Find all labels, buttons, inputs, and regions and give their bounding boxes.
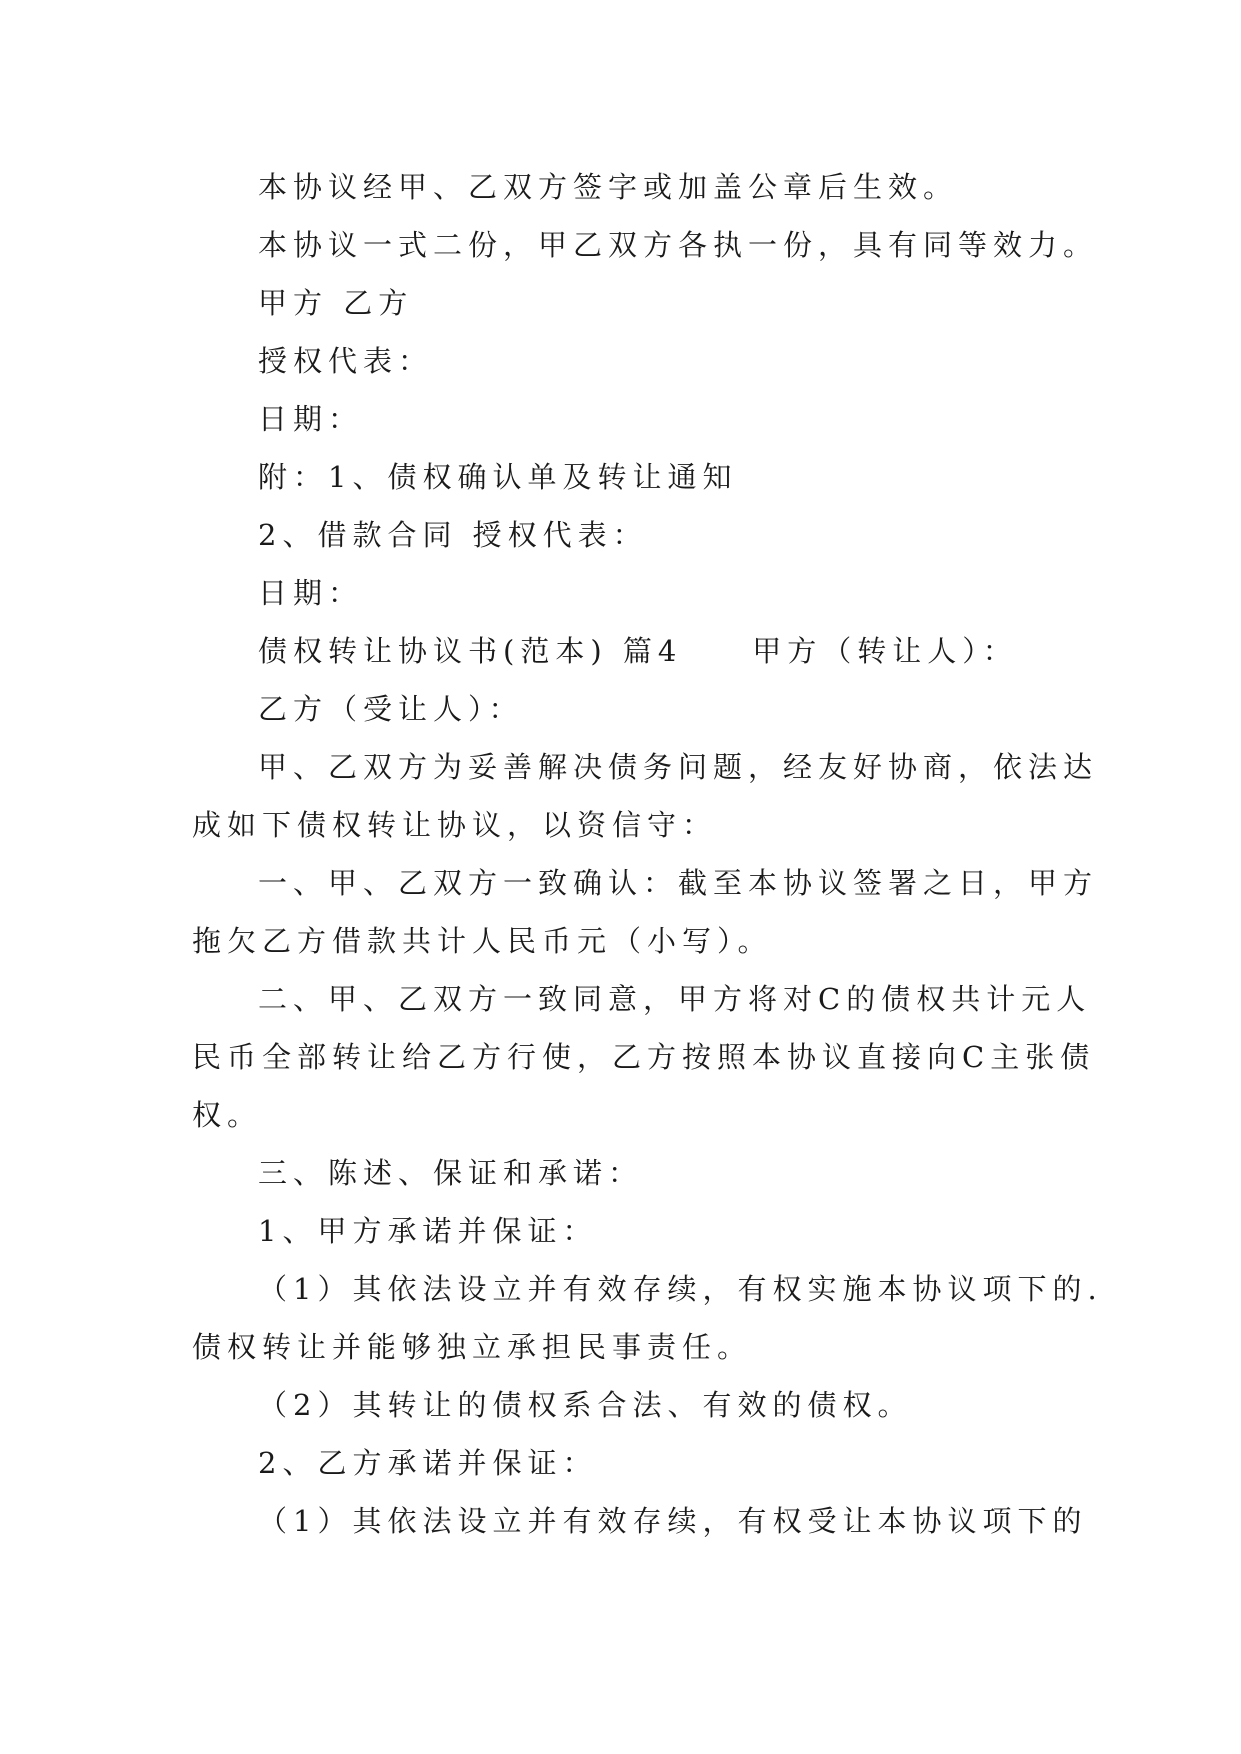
text-line-party-a-item-1a: （1）其依法设立并有效存续，有权实施本协议项下的. — [258, 1272, 1103, 1306]
text-line-party-b: 乙方（受让人）： — [258, 692, 524, 726]
text-line-date-2: 日期： — [258, 576, 364, 610]
text-line-clause-2a: 二、甲、乙双方一致同意，甲方将对C的债权共计元人 — [258, 982, 1092, 1016]
text-line-clause-2c: 权。 — [192, 1098, 263, 1132]
text-line-clause-1b: 拖欠乙方借款共计人民币元（小写）。 — [192, 924, 773, 958]
text-line-preamble-1: 甲、乙双方为妥善解决债务问题，经友好协商，依法达 — [258, 750, 1099, 784]
text-line-authorized-rep: 授权代表： — [258, 344, 434, 378]
text-line-party-b-heading: 2、乙方承诺并保证： — [258, 1446, 598, 1480]
text-line-attachment-2: 2、借款合同 授权代表： — [258, 518, 648, 552]
text-line-preamble-2: 成如下债权转让协议，以资信守： — [192, 808, 718, 842]
text-line-clause-1a: 一、甲、乙双方一致确认：截至本协议签署之日，甲方 — [258, 866, 1099, 900]
text-line-party-a-item-2: （2）其转让的债权系合法、有效的债权。 — [258, 1388, 913, 1422]
text-line-date: 日期： — [258, 402, 364, 436]
text-line-clause-2b: 民币全部转让给乙方行使，乙方按照本协议直接向C主张债 — [192, 1040, 1096, 1074]
text-line-party-b-item-1: （1）其依法设立并有效存续，有权受让本协议项下的 — [258, 1504, 1088, 1538]
text-line-clause-3-heading: 三、陈述、保证和承诺： — [258, 1156, 644, 1190]
text-line-copies: 本协议一式二份，甲乙双方各执一份，具有同等效力。 — [258, 228, 1099, 262]
text-line-party-a-item-1b: 债权转让并能够独立承担民事责任。 — [192, 1330, 753, 1364]
text-line-parties: 甲方 乙方 — [258, 286, 414, 320]
text-line-party-a-heading: 1、甲方承诺并保证： — [258, 1214, 598, 1248]
text-line-effectiveness: 本协议经甲、乙双方签字或加盖公章后生效。 — [258, 170, 959, 204]
text-line-section-title: 债权转让协议书(范本) 篇4 甲方（转让人）： — [258, 634, 1018, 668]
text-line-attachment-1: 附：1、债权确认单及转让通知 — [258, 460, 738, 494]
